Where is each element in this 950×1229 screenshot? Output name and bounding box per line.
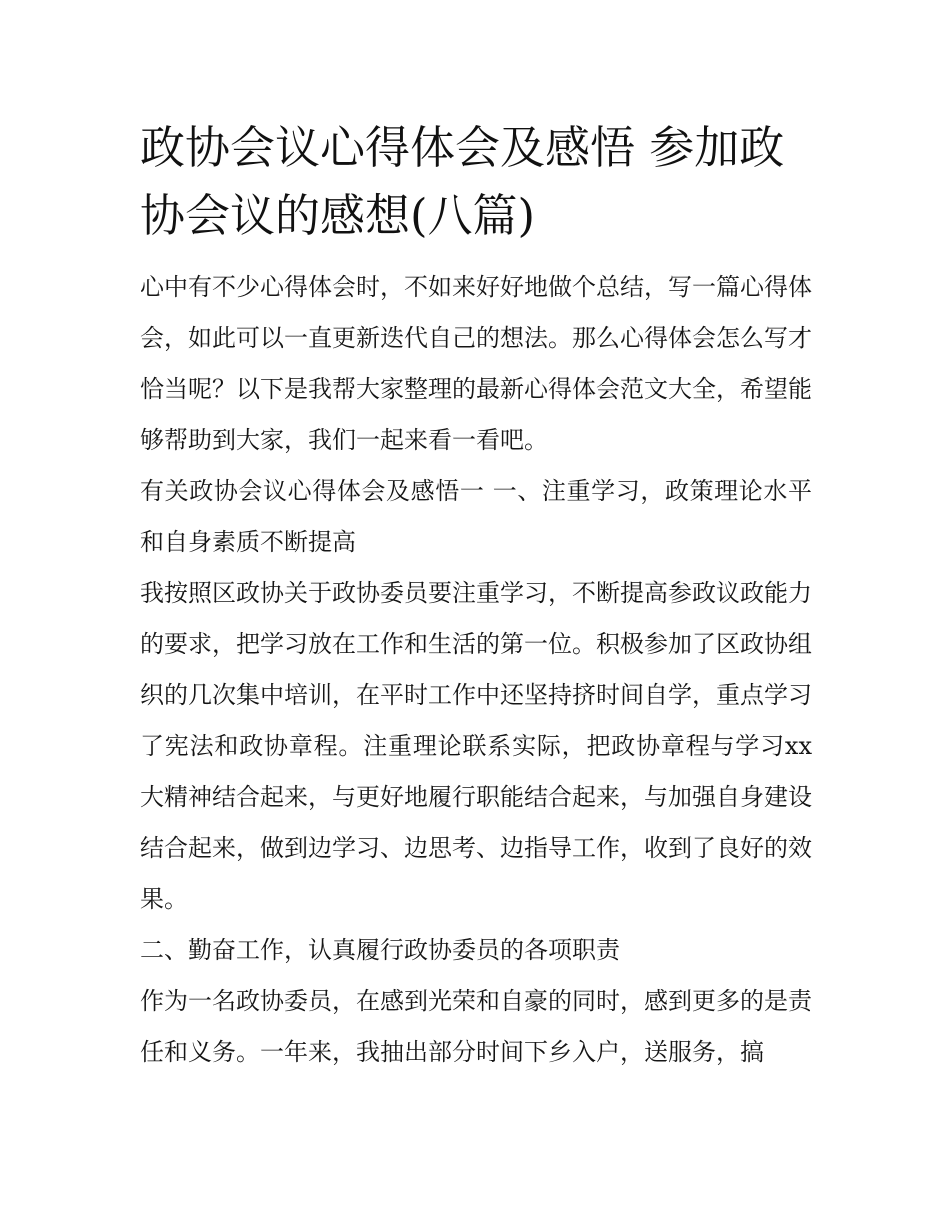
document-title: 政协会议心得体会及感悟 参加政协会议的感想(八篇) [140,121,785,242]
document-body [140,114,812,1078]
section-heading-2: 二、勤奋工作，认真履行政协委员的各项职责 [140,936,620,964]
paragraph-intro: 心中有不少心得体会时，不如来好好地做个总结，写一篇心得体会，如此可以一直更新迭代自己的想法。那么心得体会怎么写才恰当呢？以下是我帮大家整理的最新心得体会范文大全，希望能够帮助到大家，我们一起来看一看吧。 [140,273,812,454]
paragraph-study: 我按照区政协关于政协委员要注重学习，不断提高参政议政能力的要求，把学习放在工作和生活的第一位。积极参加了区政协组织的几次集中培训，在平时工作中还坚持挤时间自学，重点学习了宪法和政协章程。注重理论联系实际，把政协章程与学习xx大精神结合起来，与更好地履行职能结合起来，与加强自身建设结合起来，做到边学习、边思考、边指导工作，收到了良好的效果。 [140,579,812,913]
paragraph-duty: 作为一名政协委员，在感到光荣和自豪的同时，感到更多的是责任和义务。一年来，我抽出部分时间下乡入户，送服务，搞 [140,987,812,1066]
section-heading-1: 有关政协会议心得体会及感悟一 一、注重学习，政策理论水平和自身素质不断提高 [140,477,812,556]
